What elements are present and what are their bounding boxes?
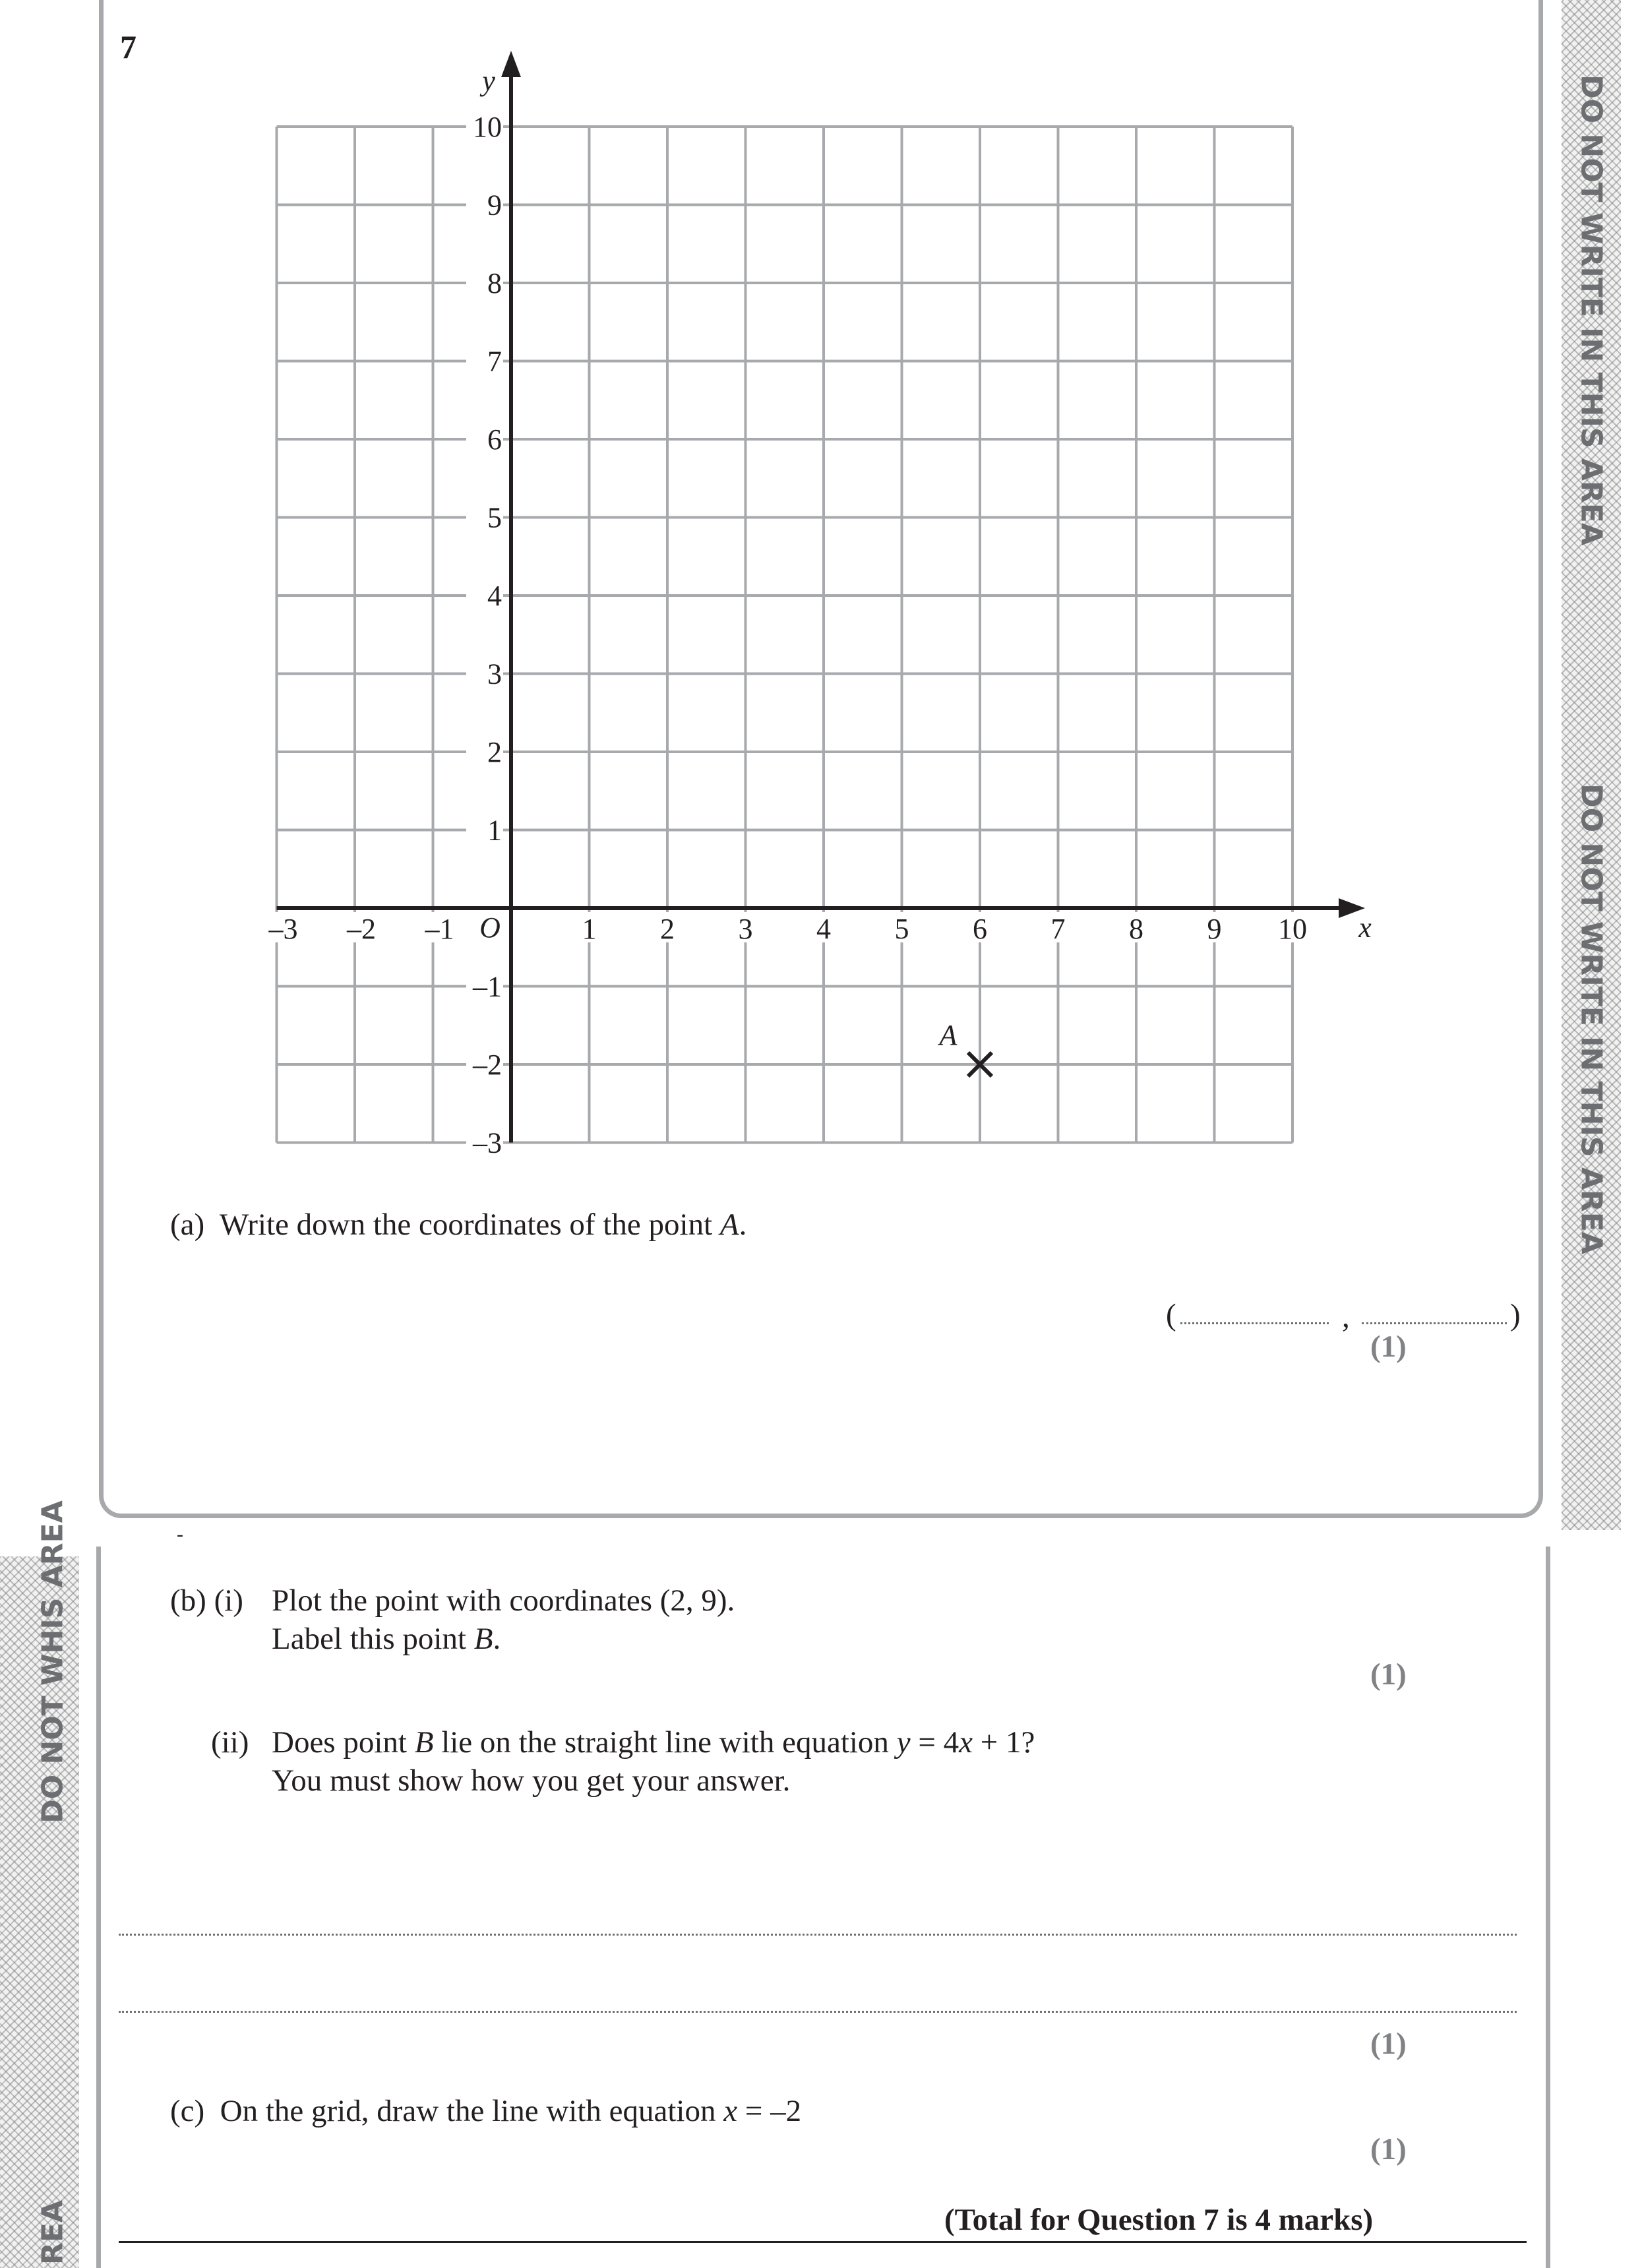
left-margin-warning-1: DO NOT WHIS AREA xyxy=(36,1500,70,1824)
y-axis-title: y xyxy=(482,65,495,97)
part-b-label: (b) xyxy=(170,1583,206,1618)
y-tick-label: –1 xyxy=(473,970,502,1003)
part-a-end: . xyxy=(739,1208,747,1242)
y-tick-label: 3 xyxy=(487,658,502,690)
part-b-ii-marks: (1) xyxy=(1370,2027,1407,2061)
answer-line-2[interactable] xyxy=(119,2009,1517,2013)
part-a-marks: (1) xyxy=(1370,1330,1407,1364)
part-b-i-line2-text: Label this point xyxy=(272,1622,474,1656)
part-a-question xyxy=(170,1206,746,1244)
point-a-label: A xyxy=(939,1019,958,1051)
y-tick-label: –3 xyxy=(473,1126,502,1159)
part-b-ii-eq-mid: = 4 xyxy=(910,1725,959,1760)
question-total: (Total for Question 7 is 4 marks) xyxy=(944,2203,1374,2237)
y-tick-label: 7 xyxy=(487,345,502,378)
x-tick-label: –3 xyxy=(268,913,298,945)
answer-line-1[interactable] xyxy=(119,1932,1517,1936)
origin-label: O xyxy=(479,911,501,944)
part-b-i-line2-end: . xyxy=(493,1622,501,1656)
part-b-ii-eq-x: x xyxy=(959,1725,973,1760)
x-tick-label: –2 xyxy=(347,913,376,945)
bottom-rule xyxy=(119,2241,1527,2243)
x-tick-label: 8 xyxy=(1129,913,1143,945)
part-a-answer-open: ( xyxy=(1166,1298,1176,1332)
part-b-ii-eq-end: + 1? xyxy=(972,1725,1035,1760)
part-c-marks: (1) xyxy=(1370,2132,1407,2166)
part-c-var: x xyxy=(723,2094,738,2128)
x-axis-title: x xyxy=(1358,911,1372,944)
y-tick-label: 6 xyxy=(487,423,502,456)
x-tick-label: 3 xyxy=(738,913,753,945)
part-b-ii-line1 xyxy=(272,1723,1035,1762)
x-tick-label: 9 xyxy=(1207,913,1222,945)
x-tick-label: 10 xyxy=(1278,913,1307,945)
part-b-ii-eq-y: y xyxy=(896,1725,911,1760)
part-b-i-question xyxy=(170,1581,243,1620)
right-margin-warning-1: DO NOT WRITE IN THIS AREA xyxy=(1574,75,1608,545)
y-axis-arrow xyxy=(501,51,521,77)
part-b-ii-text-b: lie on the straight line with equation xyxy=(433,1725,897,1760)
right-margin-warning-2: DO NOT WRITE IN THIS AREA xyxy=(1574,783,1608,1254)
x-tick-label: –1 xyxy=(425,913,454,945)
y-tick-label: 5 xyxy=(487,501,502,534)
right-margin-rail xyxy=(1546,1547,1550,2268)
y-tick-label: 2 xyxy=(487,736,502,768)
left-margin-rail xyxy=(96,1547,101,2268)
part-a-text: Write down the coordinates of the point xyxy=(219,1208,720,1242)
part-b-ii-label: (ii) xyxy=(211,1725,249,1760)
x-tick-label: 6 xyxy=(973,913,987,945)
part-b-ii-point: B xyxy=(414,1725,434,1760)
left-margin-warning-2: REA xyxy=(36,2200,70,2265)
part-a-answer-y[interactable] xyxy=(1362,1316,1507,1324)
part-b-ii-text-a: Does point xyxy=(272,1725,415,1760)
part-c-question xyxy=(170,2092,801,2130)
part-b-i-line1: Plot the point with coordinates (2, 9). xyxy=(272,1583,735,1618)
y-tick-label: 4 xyxy=(487,580,502,612)
part-c-text: On the grid, draw the line with equation xyxy=(220,2094,724,2128)
stray-mark: - xyxy=(177,1523,183,1545)
part-b-i-point: B xyxy=(473,1622,493,1656)
x-tick-label: 7 xyxy=(1050,913,1066,945)
y-tick-label: 9 xyxy=(487,189,502,222)
x-tick-label: 5 xyxy=(894,913,909,945)
y-tick-label: 1 xyxy=(487,814,502,847)
part-a-point: A xyxy=(719,1208,739,1242)
x-tick-label: 4 xyxy=(816,913,831,945)
part-b-i-line2 xyxy=(272,1620,501,1658)
x-tick-label: 1 xyxy=(582,913,597,945)
question-number: 7 xyxy=(120,28,137,65)
part-b-i-label: (i) xyxy=(214,1583,243,1618)
part-b-ii-line2: You must show how you get your answer. xyxy=(272,1763,791,1798)
x-tick-label: 2 xyxy=(660,913,675,945)
y-tick-label: 10 xyxy=(473,111,502,143)
part-a-answer-sep: , xyxy=(1342,1300,1350,1334)
y-tick-label: 8 xyxy=(487,267,502,299)
part-a-answer-close: ) xyxy=(1510,1298,1521,1332)
part-a-answer-x[interactable] xyxy=(1180,1316,1329,1324)
part-c-label: (c) xyxy=(170,2094,205,2128)
part-a-label: (a) xyxy=(170,1208,205,1242)
part-c-end: = –2 xyxy=(737,2094,802,2128)
part-b-i-marks: (1) xyxy=(1370,1657,1407,1692)
y-tick-label: –2 xyxy=(473,1049,502,1081)
